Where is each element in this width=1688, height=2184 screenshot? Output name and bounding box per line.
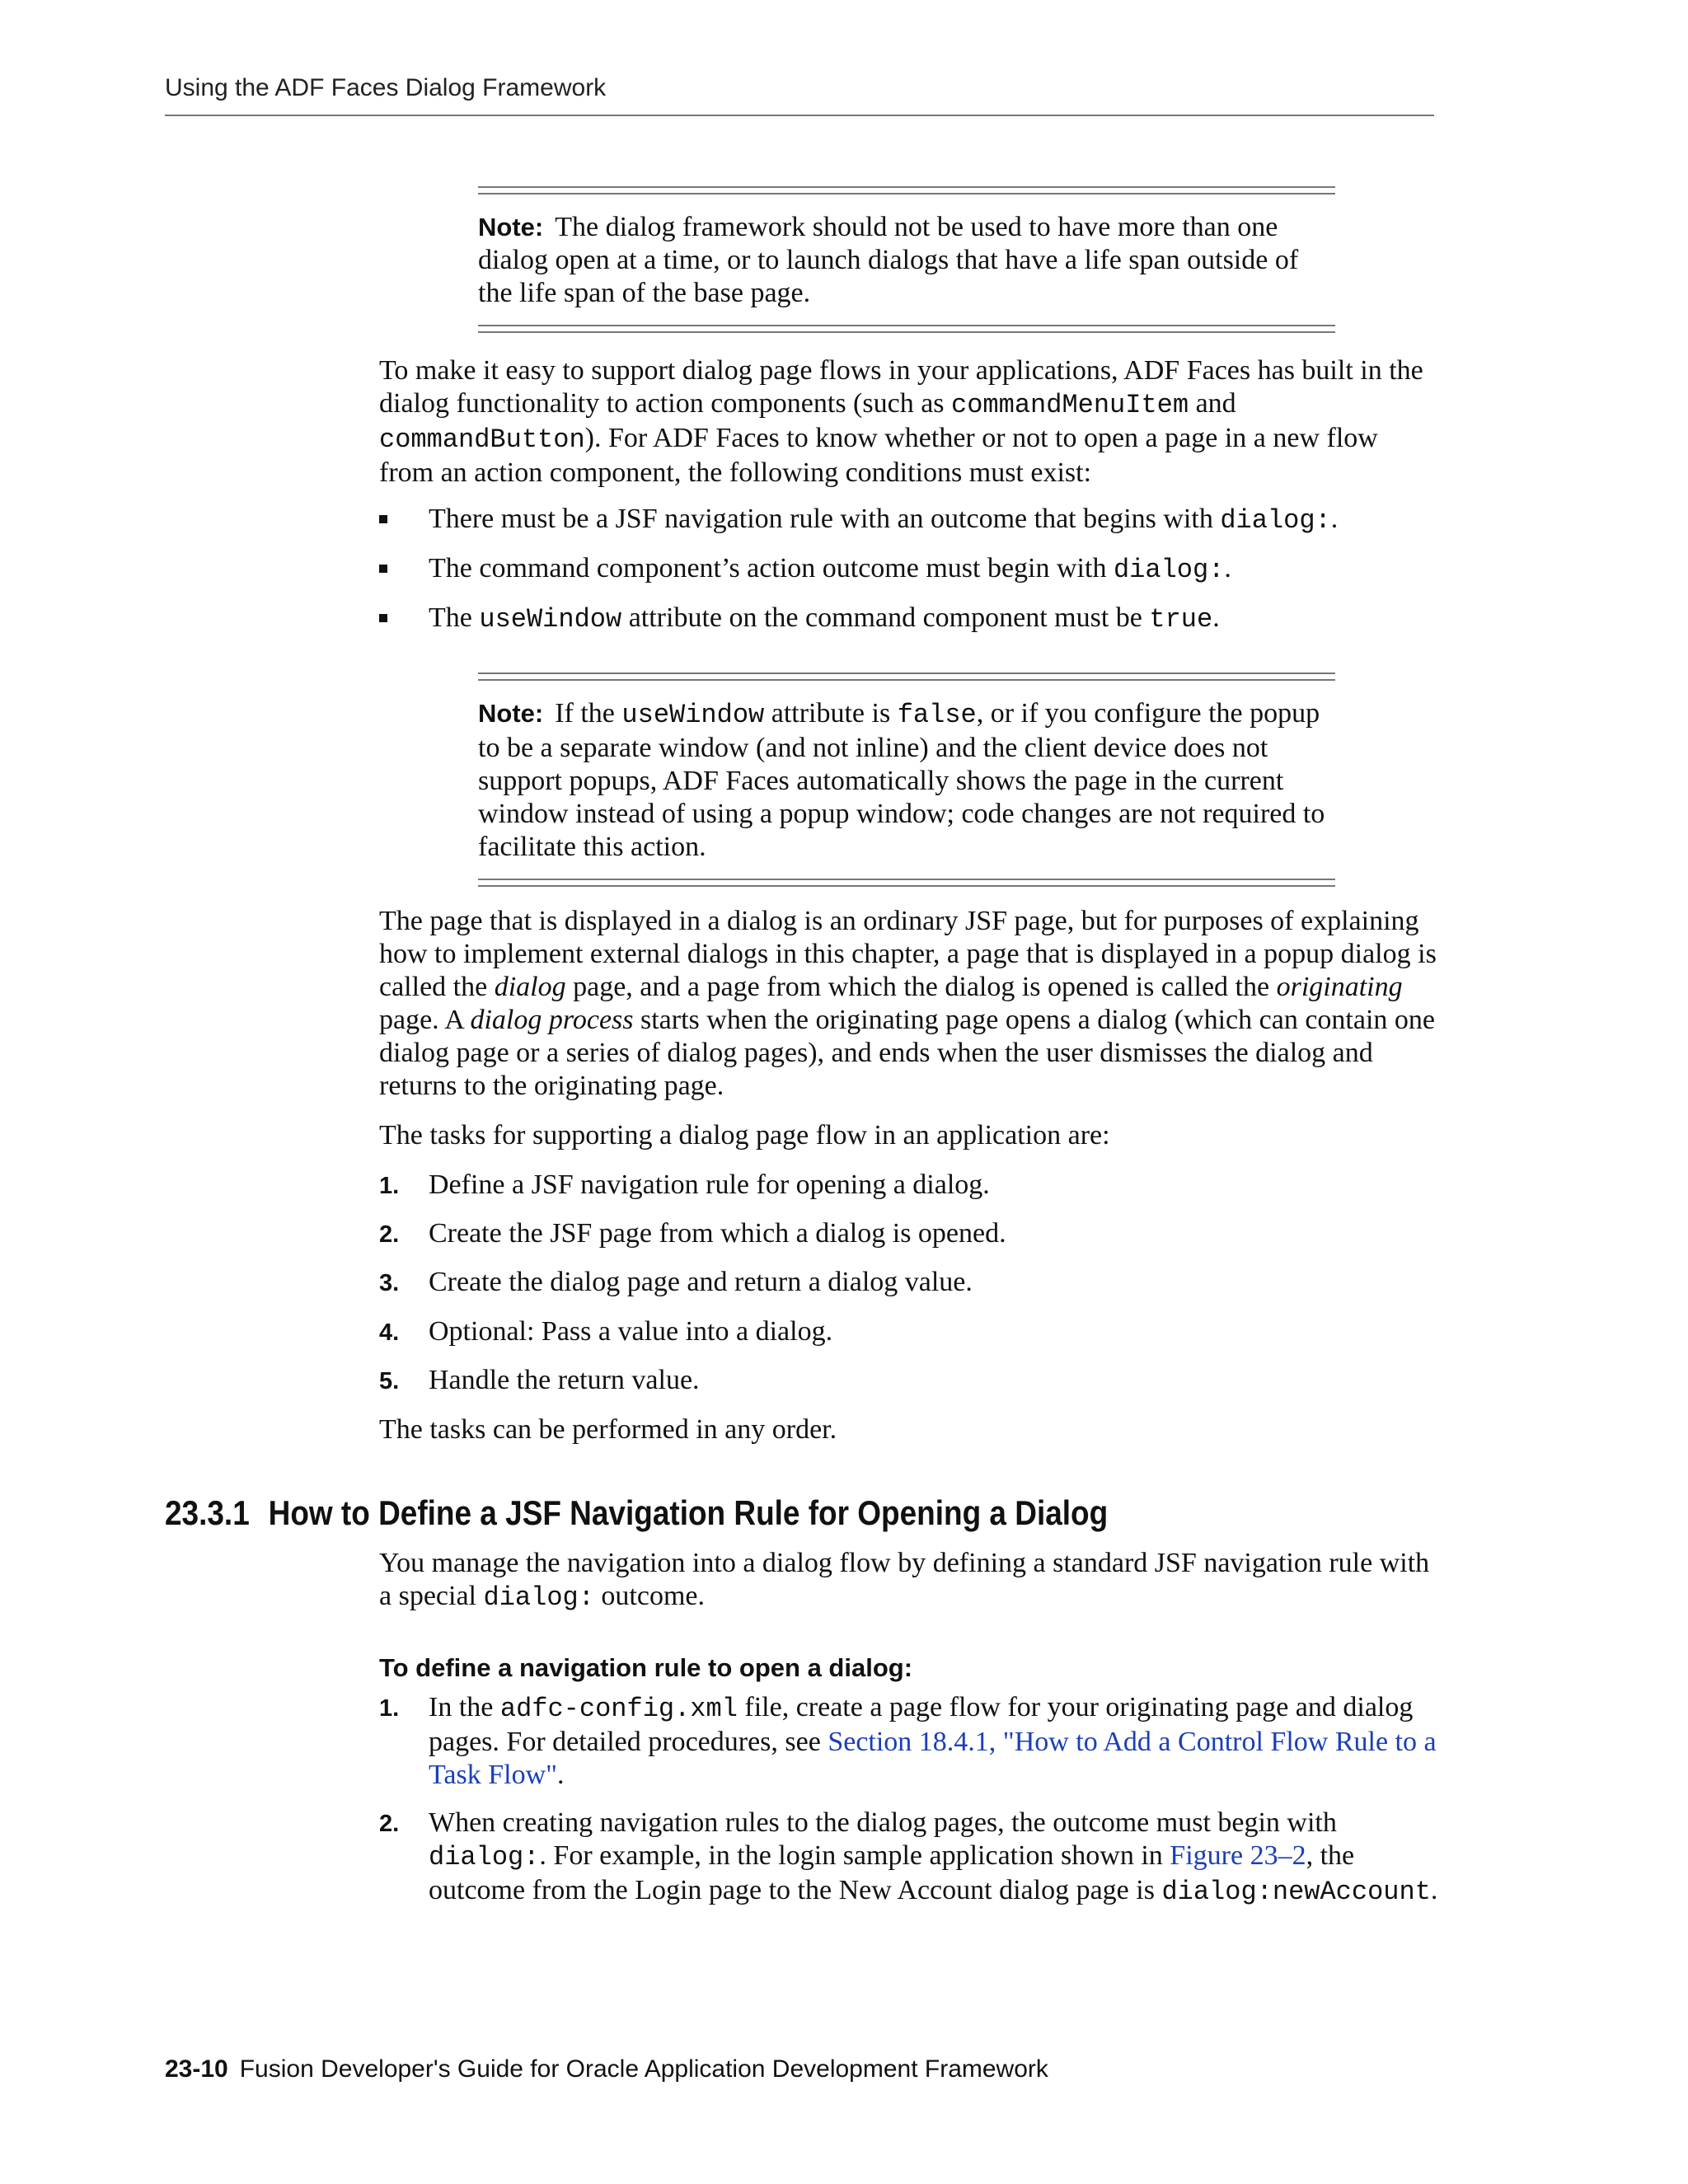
task-text: Create the JSF page from which a dialog is opened. [429,1218,1006,1249]
code-use-window: useWindow [479,604,622,635]
code-false: false [897,700,977,730]
text-run: ). For ADF Faces to know whether or not to open a page in a new flow from an action component, the following conditions must exist: [379,423,1378,488]
text-run: If the [555,698,622,729]
section-heading [165,1493,1108,1533]
task-text: Create the dialog page and return a dialog value. [429,1267,973,1297]
emphasis-dialog: dialog [494,972,566,1002]
list-number: 1. [379,1173,400,1199]
task-text: Optional: Pass a value into a dialog. [429,1316,833,1347]
code-use-window: useWindow [621,700,765,730]
text-run: page, and a page from which the dialog is opened is called the [565,972,1277,1002]
text-run: . [1330,504,1339,534]
text-run: attribute on the command component must be [621,602,1150,633]
note-top-rule [478,673,1335,681]
text-run: and [1189,388,1236,419]
note-bottom-rule [478,325,1335,333]
list-number: 1. [379,1695,400,1722]
list-number: 2. [379,1221,400,1248]
page-number: 23-10 [165,2055,228,2083]
list-number: 4. [379,1319,400,1346]
note-label: Note: [478,213,544,241]
note-top-rule [478,186,1335,194]
note-text: The dialog framework should not be used to have more than one dialog open at a time, or to launch dialogs that have a life span outside of the life span of the base page. [478,212,1299,308]
list-number: 2. [379,1811,400,1837]
text-run: To make it easy to support dialog page flows in your applications, ADF Faces has built in the dialog functionality to action components (such as [379,355,1423,419]
text-run: The [429,602,480,633]
dialog-paragraph [379,905,1438,1103]
text-run: . For example, in the login sample application shown in [539,1840,1170,1871]
list-number: 3. [379,1270,400,1296]
text-run: The page that is displayed in a dialog is an ordinary JSF page, but for purposes of explaining how to implement external dialogs in this chapter, a page that is displayed in a popup dialog is called the [379,906,1437,1002]
task-text: Define a JSF navigation rule for opening a dialog. [429,1169,990,1200]
tasks-intro: The tasks for supporting a dialog page flow in an application are: [379,1120,1110,1151]
section-title: How to Define a JSF Navigation Rule for Opening a Dialog [268,1493,1109,1532]
page-footer [165,2055,1048,2083]
procedure-heading: To define a navigation rule to open a dialog: [379,1653,913,1682]
text-run: attribute is [764,698,898,729]
running-header: Using the ADF Faces Dialog Framework [165,74,607,101]
text-run: You manage the navigation into a dialog flow by defining a standard JSF navigation rule with a special [379,1548,1430,1611]
emphasis-originating: originating [1276,972,1403,1002]
code-adfc-config: adfc-config.xml [499,1694,738,1724]
code-dialog: dialog: [483,1582,594,1613]
note-box-2 [478,673,1335,887]
text-run: In the [429,1692,500,1722]
code-dialog: dialog: [1113,555,1225,585]
note-box-1 [478,186,1335,333]
text-run: When creating navigation rules to the dialog pages, the outcome must begin with [429,1807,1337,1838]
tasks-outro: The tasks can be performed in any order. [379,1414,837,1445]
text-run: There must be a JSF navigation rule with an outcome that begins with [429,504,1221,534]
code-dialog: dialog: [1220,505,1331,536]
text-run: , or if you configure the popup to be a separate window (and not inline) and the client device does not support popups, ADF Faces automatically shows the page in the current window instead of using a popup window; code changes are not required to facilitate this action. [478,698,1325,862]
bullet-icon [379,614,387,622]
section-paragraph [379,1547,1438,1615]
text-run: file, create a page flow for your originating page and dialog pages. For detailed procedures, see [429,1692,1414,1757]
code-true: true [1149,604,1213,635]
note-bottom-rule [478,879,1335,887]
code-command-menu-item: commandMenuItem [951,390,1189,420]
text-run: . [1224,553,1231,583]
note-body [478,194,1335,325]
code-command-button: commandButton [379,424,585,455]
text-run: outcome. [593,1581,705,1611]
intro-paragraph [379,354,1438,490]
code-dialog-new-account: dialog:newAccount [1161,1877,1431,1907]
text-run: , the outcome from the Login page to the New Account dialog page is [429,1840,1355,1905]
text-run: . [557,1760,565,1790]
text-run: . [1430,1875,1438,1905]
text-run: . [1212,602,1220,633]
emphasis-dialog-process: dialog process [470,1005,634,1035]
header-rule [165,115,1434,116]
list-number: 5. [379,1368,400,1394]
task-text: Handle the return value. [429,1365,700,1395]
bullet-icon [379,565,387,573]
text-run: The command component’s action outcome must begin with [429,553,1114,583]
section-number: 23.3.1 [165,1493,250,1532]
book-title: Fusion Developer's Guide for Oracle Application Development Framework [239,2055,1048,2083]
text-run: page. A [379,1005,471,1035]
figure-link[interactable]: Figure 23–2 [1170,1840,1306,1871]
bullet-icon [379,515,387,523]
text-run: starts when the originating page opens a dialog (which can contain one dialog page or a series of dialog pages), and ends when the user dismisses the dialog and returns to the originating page. [379,1005,1435,1101]
code-dialog: dialog: [429,1842,540,1872]
note-label: Note: [478,699,544,728]
section-link[interactable]: Section 18.4.1, "How to Add a Control Flow Rule to a Task Flow" [429,1727,1437,1790]
note-body [478,681,1335,879]
